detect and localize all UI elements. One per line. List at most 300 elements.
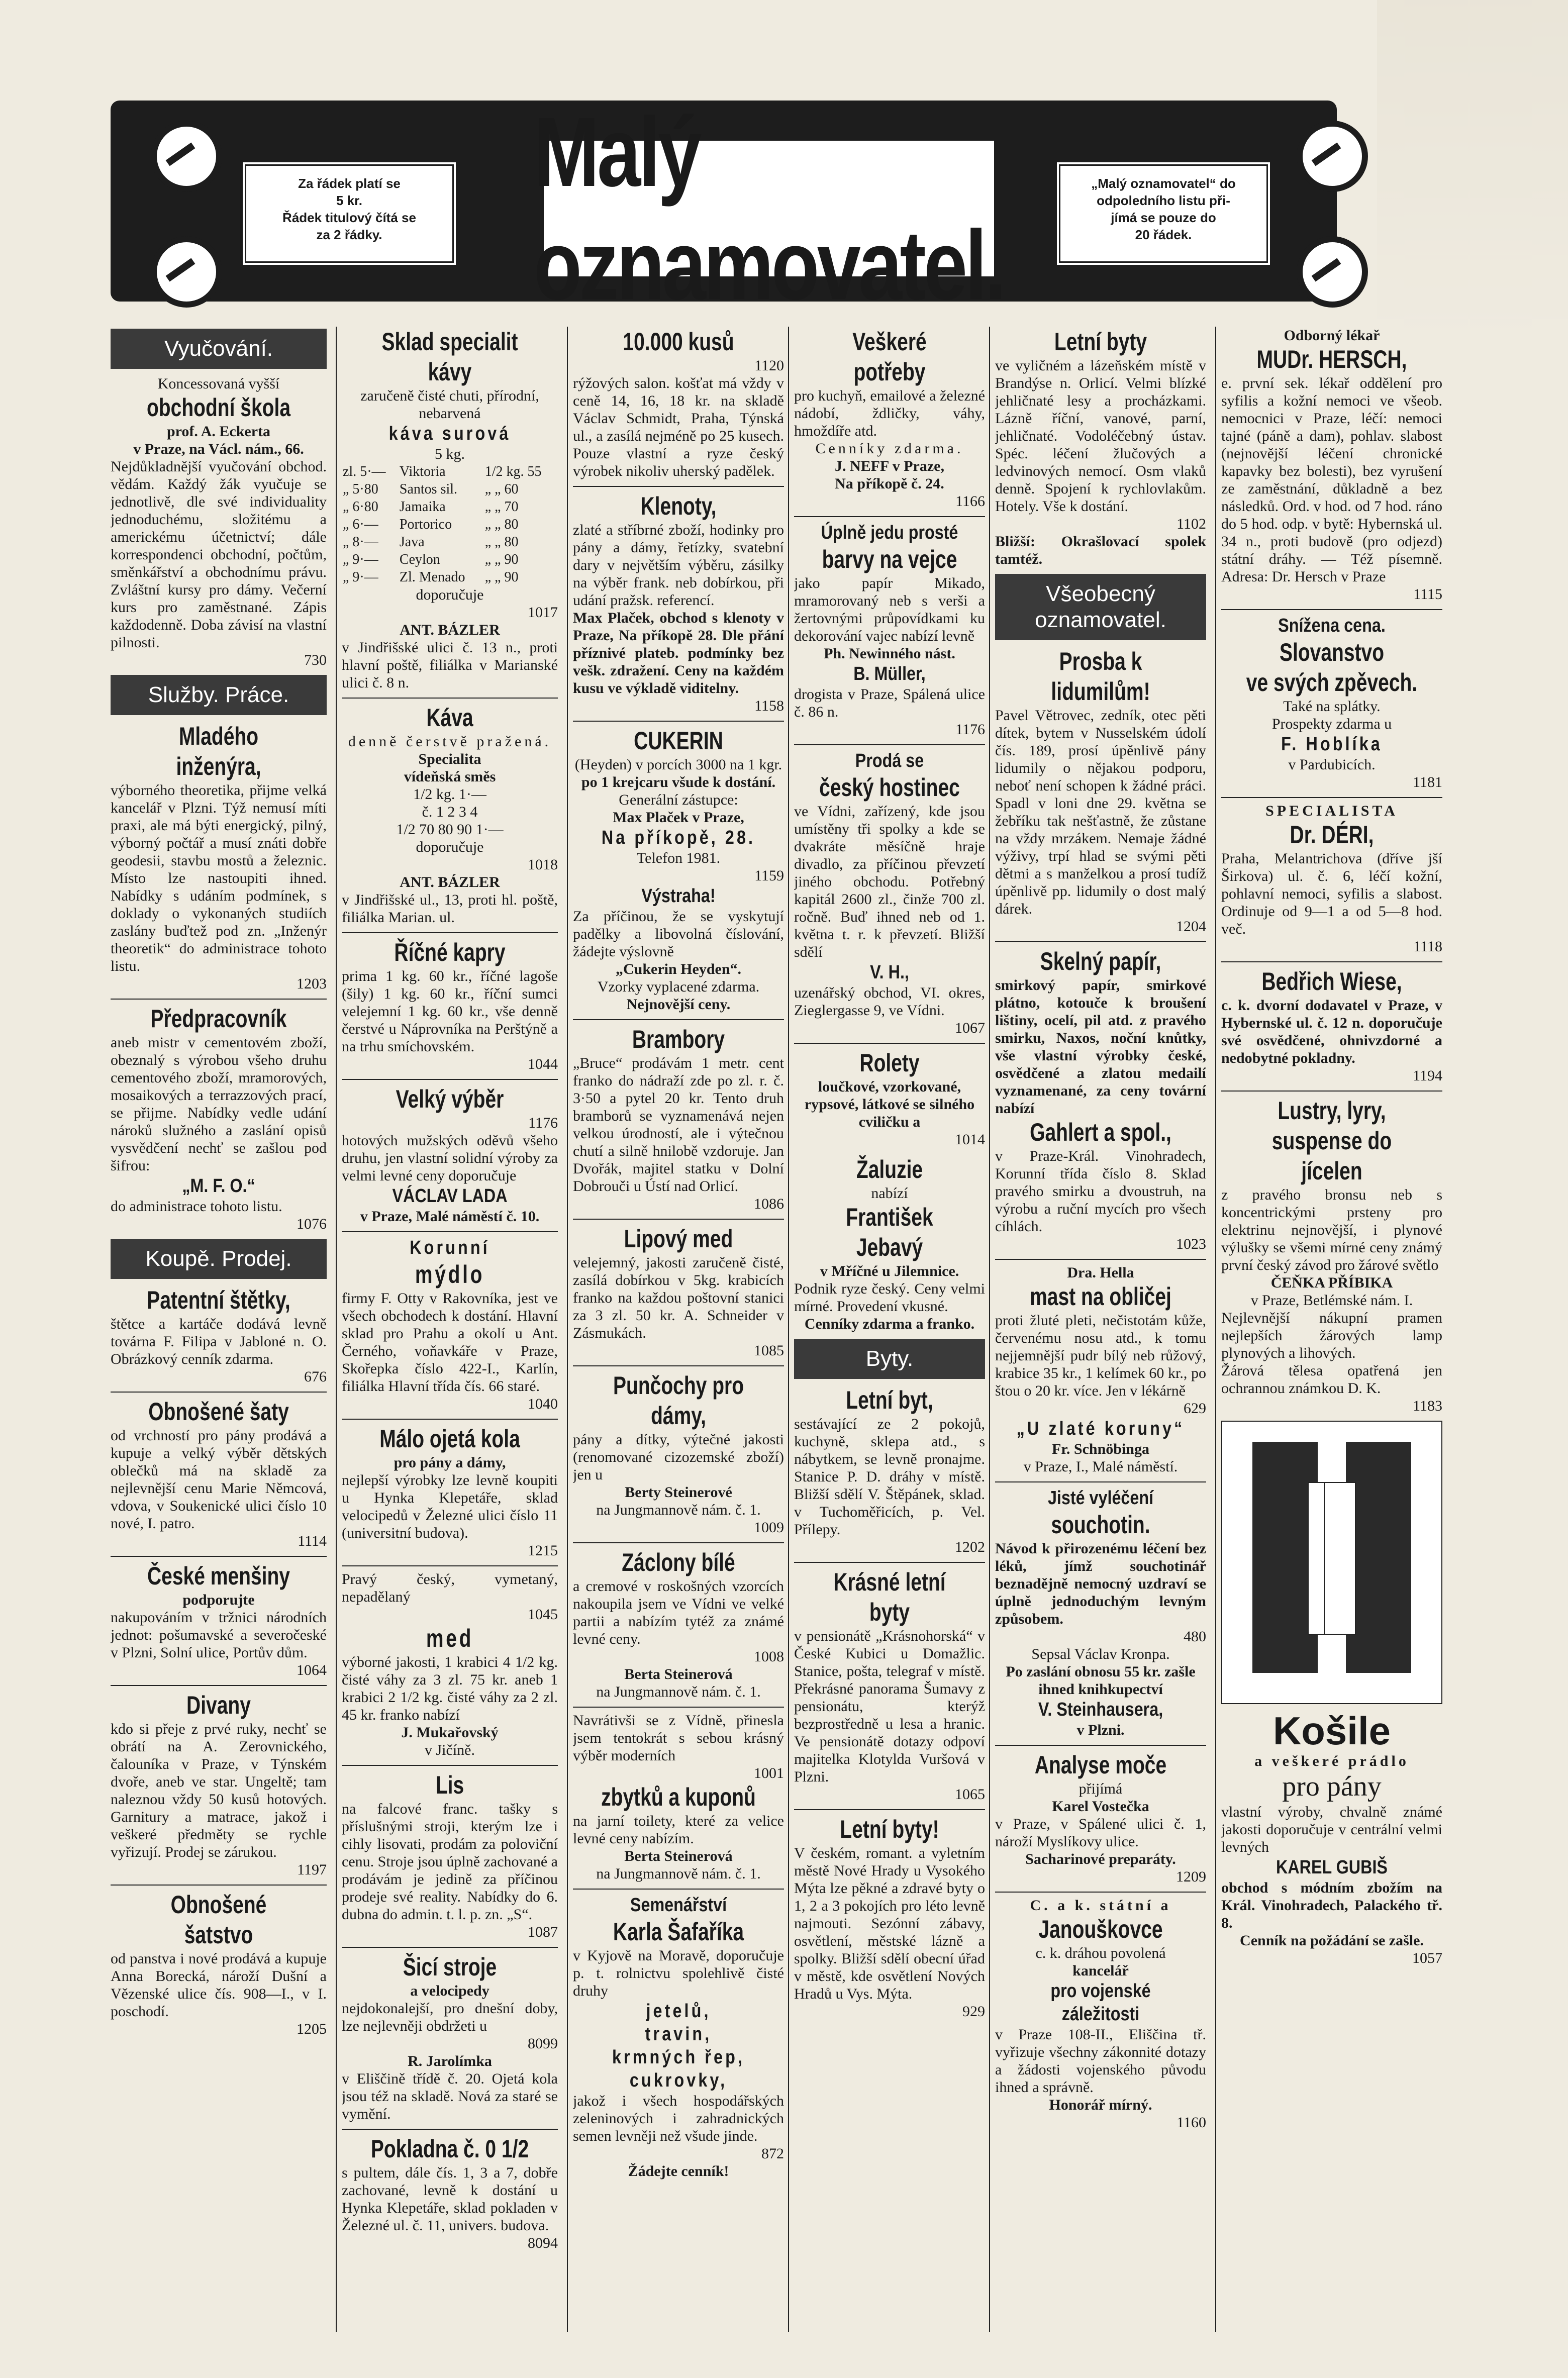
column-3 bbox=[573, 327, 784, 2332]
ad-number: 1023 bbox=[1176, 1236, 1206, 1252]
ad-sici-stroje bbox=[342, 1952, 558, 2123]
ad-body: výborného theoretika, přijme velká kancelář v Plzni. Týž nemusí míti praxi, ale má býti energický, pilný, výborný počtář a musí znáti dobře geodesii, stavbu mostů a železnic. Místo lze nastoupiti ihned. Nabídky s udáním podmínek, s doklady o vykonaných studiích zaslány buďtež pod zn. „Inženýr theoretik“ do administrace tohoto listu. bbox=[111, 782, 327, 974]
ad-subheadline: B. Müller, bbox=[853, 663, 926, 684]
ad-headline: Lis bbox=[435, 1771, 464, 1799]
ad-separator bbox=[573, 486, 784, 487]
ad-line: R. Jarolímka bbox=[408, 2053, 492, 2069]
ad-headline: český hostinec bbox=[819, 773, 960, 802]
ad-headline: Košile bbox=[1272, 1709, 1391, 1753]
ad-number: 1197 bbox=[297, 1861, 327, 1878]
ad-kapry bbox=[342, 937, 558, 1073]
ad-deri bbox=[1221, 802, 1442, 955]
ad-body: v Jindřišské ul., 13, proti hl. poště, filiálka Marian. ul. bbox=[342, 891, 558, 926]
ad-line: 1/2 70 80 90 1·— bbox=[396, 821, 504, 838]
ad-headline: med bbox=[426, 1624, 474, 1652]
ad-line: Sepsal Václav Kronpa. bbox=[1031, 1646, 1170, 1662]
ad-body: štětce a kartáče dodává levně továrna F. Filipa v Jabloné n. O. Obrázkový cenník zdarma. bbox=[111, 1316, 327, 1367]
table-cell: „ „ 80 bbox=[484, 517, 519, 532]
ad-subheadline: Korunní bbox=[410, 1237, 490, 1258]
banner-left-line: 5 kr. bbox=[336, 193, 363, 208]
table-cell: „ „ 90 bbox=[484, 569, 519, 585]
ad-number: 1114 bbox=[298, 1533, 327, 1549]
ad-number: 1045 bbox=[528, 1606, 558, 1623]
category-header: Všeobecný oznamovatel. bbox=[995, 574, 1206, 640]
ad-line: C. a k. státní a bbox=[1030, 1897, 1171, 1914]
ad-separator bbox=[573, 1019, 784, 1020]
ad-subheadline: Semenářství bbox=[630, 1895, 727, 1916]
banner-left-line: za 2 řádky. bbox=[316, 227, 382, 242]
ad-separator bbox=[1221, 797, 1442, 798]
ad-separator bbox=[111, 1556, 327, 1557]
ad-headline: MUDr. HERSCH, bbox=[1256, 345, 1407, 373]
ad-line: na Jungmannově nám. č. 1. bbox=[596, 1865, 761, 1882]
ad-line: denně čerstvě pražená. bbox=[348, 733, 552, 750]
ad-subheadline: Úplně jedu prosté bbox=[821, 522, 958, 543]
ad-subheadline: káva surová bbox=[388, 423, 511, 444]
ad-line: č. 1 2 3 4 bbox=[422, 804, 478, 820]
column-5 bbox=[995, 327, 1206, 2332]
ad-headline: Říčné kapry bbox=[394, 938, 506, 966]
ad-headline: Letní byty bbox=[1054, 328, 1147, 356]
ad-body: Praha, Melantrichova (dříve jší Širkova) ul. č. 6, léčí kožní, pohlavní nemoci, syfilis a slabost. Ordinuje od 9—1 a od 5—8 hod. več. bbox=[1221, 850, 1442, 937]
ad-number: 1001 bbox=[754, 1765, 784, 1781]
ad-body: v Praze, v Spálené ulici č. 1, nároží Myslíkovy ulice. bbox=[995, 1816, 1206, 1850]
ad-klenoty bbox=[573, 491, 784, 715]
ad-zbytky bbox=[573, 1712, 784, 1882]
banner-left-box bbox=[241, 161, 457, 266]
ad-line: Ph. Newinného nást. bbox=[824, 645, 955, 662]
ad-body: Pravý český, vymetaný, nepadělaný bbox=[342, 1571, 558, 1605]
ad-number: 1064 bbox=[297, 1662, 327, 1678]
ad-body: Max Plaček, obchod s klenoty v Praze, Na příkopě 28. Dle přání příznivé plateb. podmínky bez vešk. zdražení. Ceny na každém kusu ve výkladě viditelny. bbox=[573, 610, 784, 697]
ad-number: 1044 bbox=[528, 1056, 558, 1072]
ad-puncochy bbox=[573, 1370, 784, 1536]
ad-headline: Divany bbox=[186, 1691, 251, 1719]
ad-separator bbox=[794, 516, 985, 517]
ad-headline: Mladého inženýra, bbox=[176, 722, 261, 780]
ad-subheadline: „U zlaté koruny“ bbox=[1016, 1418, 1185, 1439]
ad-line: Prospekty zdarma u bbox=[1271, 716, 1392, 732]
ad-headline: Velký výběr bbox=[396, 1085, 504, 1113]
ad-divany bbox=[111, 1690, 327, 1878]
ad-body: nejlepší výrobky lze levně koupiti u Hynka Klepetáře, sklad velocipedů v Železné ulici číslo 11 (universitní budova). bbox=[342, 1472, 558, 1541]
ad-separator bbox=[573, 1889, 784, 1890]
banner-right-line: „Malý oznamovatel“ do bbox=[1091, 176, 1236, 191]
ad-stetky bbox=[111, 1285, 327, 1385]
ad-number: 8099 bbox=[528, 2035, 558, 2052]
ad-lustry bbox=[1221, 1096, 1442, 1415]
ad-number: 1057 bbox=[1412, 1950, 1442, 1966]
ad-body: z pravého bronsu neb s koncentrickými prsteny pro elektrinu nejnovější, i plynové výlušky se všemi mírné ceny známý první český závod pro žárové světlo bbox=[1221, 1186, 1442, 1273]
ad-line: J. Mukařovský bbox=[401, 1724, 499, 1741]
rivet-icon bbox=[1297, 236, 1368, 308]
ad-headline: Letní byty! bbox=[840, 1815, 939, 1843]
ad-subheadline: Jisté vyléčení bbox=[1047, 1488, 1154, 1509]
ad-line: v Jičíně. bbox=[425, 1742, 475, 1758]
ad-number: 8094 bbox=[528, 2235, 558, 2251]
ad-brambory bbox=[573, 1024, 784, 1213]
ad-body: v Eliščině třídě č. 20. Ojetá kola jsou též na skladě. Nová za staré se vymění. bbox=[342, 2070, 558, 2122]
ad-number: 1040 bbox=[528, 1396, 558, 1412]
ad-body: jakož i všech hospodářských zeleninových i zahradnických semen levněji než všude jinde. bbox=[573, 2093, 784, 2144]
banner-left-line: Řádek titulový čítá se bbox=[282, 210, 416, 225]
ad-number: 1120 bbox=[754, 357, 784, 374]
ad-wiese bbox=[1221, 966, 1442, 1084]
banner-title: Malý oznamovatel. bbox=[534, 97, 1004, 320]
ad-line: zaručeně čisté chuti, přírodní, nebarvená bbox=[360, 387, 539, 422]
ad-body: aneb mistr v cementovém zboží, obeznalý s výrobou všeho druhu cementového zboží, mramorových, mosaikových a terrazzových prací, se přijme. Nabídky vedle udání nároků služného a zaslání opisů vysvědčení nechť se zašlou pod šifrou: bbox=[111, 1034, 327, 1174]
ad-body: drogista v Praze, Spálená ulice č. 86 n. bbox=[794, 686, 985, 720]
ad-separator bbox=[794, 1562, 985, 1563]
ad-number: 1166 bbox=[955, 493, 985, 510]
ad-separator bbox=[342, 1079, 558, 1080]
ad-headline: Bedřich Wiese, bbox=[1261, 967, 1402, 996]
ad-body: proti žluté pleti, nečistotám kůže, červenému nosu atd., k tomu nejjemnější pudr bílý neb růžový, krabice 35 kr., 1 kelímek 60 kr., po štou o 20 kr. více. Jen v lékárně bbox=[995, 1312, 1206, 1399]
ad-subheadline: Prodá se bbox=[855, 750, 924, 771]
ad-number: 676 bbox=[304, 1368, 327, 1385]
ad-subheadline: Výstraha! bbox=[641, 885, 716, 907]
ad-number: 1194 bbox=[1413, 1067, 1442, 1084]
ad-kava bbox=[342, 327, 558, 691]
ad-line: doporučuje bbox=[416, 586, 484, 603]
ad-body: ve vyličném a lázeňském místě v Brandýse n. Orlicí. Velmi blízké jehličnaté lesy a procházkami. Lázně říční, vanové, parní, jehličnaté. Vodoléčebný ústav. Spéc. léčení žlučových a ledvinových nemocí. Osm vlaků denně. Spojení k rychlovlakům. Hotely. Vše k dostání. bbox=[995, 357, 1206, 515]
ad-body: v Praze 108-II., Eliščina tř. vyřizuje všechny zákonnité dotazy a žádosti vojenského původu ihned a správně. bbox=[995, 2026, 1206, 2096]
ad-line: přijímá bbox=[1079, 1780, 1123, 1797]
shirt-collar-icon bbox=[1324, 1482, 1356, 1635]
ad-kosile bbox=[1221, 1709, 1442, 1967]
ad-line: kancelář bbox=[1072, 1962, 1129, 1979]
rivet-icon bbox=[151, 236, 222, 308]
ad-headline: Obnošené šaty bbox=[148, 1398, 289, 1426]
ad-line: 5 kg. bbox=[435, 446, 465, 462]
ad-number: 1215 bbox=[528, 1542, 558, 1559]
ad-obnosene-satstvo bbox=[111, 1890, 327, 2038]
ad-line: J. NEFF v Praze, bbox=[835, 458, 944, 474]
ad-number: 1067 bbox=[955, 1020, 985, 1036]
ad-line: Berta Steinerová bbox=[624, 1848, 733, 1864]
table-row bbox=[342, 533, 558, 551]
ad-subheadline: jetelů, bbox=[646, 2001, 711, 2022]
ad-line: ANT. BÁZLER bbox=[400, 874, 500, 890]
ad-body: Nejdůkladnější vyučování obchod. vědám. Každý žák vyučuje se jednotlivě, dle své individuality jednoduchému, složitému a americkému účetnictví; dále korrespondenci obchodní, počtům, směnkářství a obchodnímu právu. Zvláštní kursy pro dámy. Večerní kurs pro zaměstnané. Zápis každodenně. Doba závisí na vlastní pilnosti. bbox=[111, 458, 327, 651]
table-cell: Ceylon bbox=[399, 552, 440, 567]
table-cell: zl. 5·— bbox=[343, 464, 386, 479]
ad-body: smirkový papír, smirkové plátno, kotouče k broušení lištiny, ocelí, pil atd. z pravého smirku, Naxos, noční knůtky, vše vlastní výrobky české, osvědčené a zlatou medailí vyznamenané, za ceny tovární nabízí bbox=[995, 977, 1206, 1117]
ad-body: V českém, romant. a vyletním městě Nové Hrady u Vysokého Mýta lze pěkné a zdravé byty o 1, 2 a 3 pokojích pro léto levně najmouti. Sezónní zábavy, osvětlení, městské lázně a spolky. Bližší sdělí obecní úřad v městě, kde osvětlení Nových Hradů u Vys. Mýta. bbox=[794, 1845, 985, 2002]
column-6 bbox=[1221, 327, 1442, 2332]
ad-separator bbox=[995, 1481, 1206, 1482]
ad-separator bbox=[342, 698, 558, 699]
ad-separator bbox=[794, 744, 985, 745]
ad-headline: Brambory bbox=[632, 1025, 725, 1053]
ad-headline: CUKERIN bbox=[634, 727, 723, 755]
ad-number: 1181 bbox=[1413, 774, 1442, 790]
ad-headline: Lipový med bbox=[624, 1225, 733, 1253]
ad-line: Odborný lékař bbox=[1284, 327, 1380, 344]
ad-number: 929 bbox=[962, 2003, 985, 2020]
ad-kostata bbox=[573, 327, 784, 480]
ad-souchotiny bbox=[995, 1487, 1206, 1739]
ad-body: v Kyjově na Moravě, doporučuje p. t. rolnictvu spolehlivě čisté druhy bbox=[573, 1947, 784, 1999]
ad-skelny-papir bbox=[995, 946, 1206, 1253]
ad-lipovy-med bbox=[573, 1224, 784, 1359]
ad-number: 1202 bbox=[955, 1539, 985, 1555]
ad-separator bbox=[342, 2129, 558, 2130]
ad-subheadline: pro pány bbox=[1282, 1771, 1382, 1802]
ad-body: e. první sek. lékař oddělení pro syfilis a kožní nemoci ve všeob. nemocnici v Praze, léčí: nemoci tajné (páně a dam), pohlav. slabost (nejnovější léčení chronické kapavky bez bolesti), bez vyrušení ze zaměstnání, důkladně a bez následků. Ord. v hod. od 7 hod. ráno do 5 hod. odp. v bytě: Hybernská ul. 34 n., proti budově (pro odjezd) státní dráhy. — Též písemně. Adresa: Dr. Hersch v Praze bbox=[1221, 375, 1442, 585]
column-2 bbox=[342, 327, 558, 2332]
ad-headline: Punčochy pro dámy, bbox=[613, 1371, 744, 1430]
ad-line: v Praze, na Václ. nám., 66. bbox=[133, 441, 304, 457]
ad-separator bbox=[342, 1231, 558, 1232]
ad-separator bbox=[573, 1365, 784, 1366]
ad-separator bbox=[111, 999, 327, 1000]
ad-kola bbox=[342, 1424, 558, 1559]
table-cell: „ „ 90 bbox=[484, 552, 519, 567]
ad-number: 1158 bbox=[754, 698, 784, 714]
table-row bbox=[342, 551, 558, 568]
ad-body: zlaté a stříbrné zboží, hodinky pro pány a dámy, řetízky, svatební dary v největším výběru, zásilky na výběr frank. neb dobírkou, při udání pražsk. referencí. bbox=[573, 522, 784, 609]
ad-number: 1203 bbox=[297, 975, 327, 992]
ad-separator bbox=[573, 1542, 784, 1543]
banner-right-box bbox=[1055, 161, 1271, 266]
ad-number: 1009 bbox=[754, 1519, 784, 1536]
ad-zaluzie bbox=[794, 1154, 985, 1333]
banner-right-line: 20 řádek. bbox=[1135, 227, 1192, 242]
ad-headline: Lustry, lyry, bbox=[1278, 1097, 1386, 1125]
table-cell: „ 9·— bbox=[343, 552, 378, 567]
ad-hersch bbox=[1221, 327, 1442, 603]
category-header: Koupě. Prodej. bbox=[111, 1239, 327, 1279]
ad-semenarstvi bbox=[573, 1894, 784, 2180]
ad-headline: České menšiny bbox=[147, 1562, 290, 1590]
ad-body: v Jindřišské ulici č. 13 n., proti hlavní poště, filiálka v Marianské ulici č. 8 n. bbox=[342, 639, 558, 691]
ad-obnosene-saty bbox=[111, 1397, 327, 1550]
banner-right-line: jímá se pouze do bbox=[1111, 210, 1216, 225]
ad-line: v Praze, Betlémské nám. I. bbox=[1250, 1292, 1413, 1309]
ad-separator bbox=[342, 1419, 558, 1420]
ad-subheadline: F. Hoblíka bbox=[1281, 734, 1383, 755]
ad-separator bbox=[573, 1219, 784, 1220]
ad-number: 1085 bbox=[754, 1342, 784, 1359]
ad-body: rýžových salon. košťat má vždy v ceně 14, 16, 18 kr. na skladě Václav Schmidt, Praha, Týnská ul., a zasílá nejméně po 25 kusech. Pouze vlastní a ryze český výrobek nikoliv uherský padělek. bbox=[573, 375, 784, 479]
ad-number: 1159 bbox=[754, 867, 784, 884]
ad-line: (Heyden) v porcích 3000 na 1 kgr. bbox=[574, 756, 782, 773]
ad-line: Cenník na požádání se zašle. bbox=[1240, 1932, 1424, 1949]
table-cell: „ „ 80 bbox=[484, 534, 519, 550]
ad-letni-byty-brandys bbox=[995, 327, 1206, 568]
ad-body: jako papír Mikado, mramorovaný neb s verši a žertovnými průpovídkami ku dekorování vajec nabízí levně bbox=[794, 575, 985, 644]
ad-body: pro kuchyň, emailové a železné nádobí, ždličky, váhy, hmoždíře atd. bbox=[794, 387, 985, 439]
ad-headline: Obnošené šatstvo bbox=[170, 1891, 267, 1949]
ad-separator bbox=[995, 1892, 1206, 1893]
ad-headline: Dr. DÉRI, bbox=[1290, 821, 1374, 849]
table-cell: „ „ 70 bbox=[484, 499, 519, 515]
ad-body: na jarní toilety, které za velice levné ceny nabízím. bbox=[573, 1813, 784, 1847]
ad-headline: barvy na vejce bbox=[822, 545, 957, 573]
ad-headline: Janouškovce bbox=[1038, 1915, 1163, 1943]
ad-separator bbox=[573, 1707, 784, 1708]
ad-krasne-byty bbox=[794, 1567, 985, 1803]
ad-line: Nejnovější ceny. bbox=[626, 996, 731, 1013]
ad-separator bbox=[342, 1765, 558, 1766]
ad-obchodni-skola bbox=[111, 375, 327, 669]
ad-subheadline: V. H., bbox=[870, 962, 909, 983]
ad-headline: Letní byt, bbox=[846, 1386, 933, 1414]
ad-headline: Karla Šafaříka bbox=[613, 1918, 744, 1946]
ad-headline: ve svých zpěvech. bbox=[1246, 668, 1418, 697]
ad-body: a cremové v roskošných vzorcích nakoupila jsem ve Vídni ve velké partii a nabízím tytéž za známé levné ceny. bbox=[573, 1578, 784, 1647]
ad-line: pro pány a dámy, bbox=[394, 1454, 506, 1471]
ad-subheadline: Na příkopě, 28. bbox=[601, 827, 756, 848]
ad-headline: Šicí stroje bbox=[403, 1953, 497, 1981]
table-row bbox=[342, 498, 558, 516]
ad-number: 1183 bbox=[1413, 1398, 1442, 1414]
ad-line: Berta Steinerová bbox=[624, 1666, 733, 1682]
ad-line: prof. A. Eckerta bbox=[166, 423, 271, 440]
shirt-illustration bbox=[1221, 1421, 1442, 1704]
ad-line: v Mříčné u Jilemnice. bbox=[820, 1263, 959, 1279]
ad-barvy bbox=[794, 521, 985, 738]
table-cell: „ „ 60 bbox=[484, 481, 519, 497]
ad-body: „Bruce“ prodávám 1 metr. cent franko do nádraží zde po zl. r. č. 3·50 a pytel 20 kr. Tento druh bramborů se vyznamenává nejen velkou úrodností, ale i výtečnou chutí a silně hnilobě vzdoruje. Jan Dvořák, majitel statku v Dolní Dobrouči u Ústí nad Orlicí. bbox=[573, 1055, 784, 1195]
ad-line: ČEŇKA PŘÍBIKA bbox=[1270, 1274, 1393, 1291]
ad-headline: Málo ojetá kola bbox=[379, 1425, 520, 1453]
ad-line: SPECIALISTA bbox=[1265, 803, 1398, 819]
ad-line: Berty Steinerové bbox=[625, 1484, 732, 1501]
ad-number: 1160 bbox=[1177, 2114, 1206, 2131]
rivet-icon bbox=[151, 121, 222, 192]
ad-body: v Praze-Král. Vinohradech, Korunní třída číslo 8. Sklad pravého smirku a dvoustruh, na výrobu a ruční mycích pro všech cíhlách. bbox=[995, 1148, 1206, 1235]
ad-line: Specialita bbox=[418, 751, 481, 767]
ad-separator bbox=[995, 1259, 1206, 1260]
ad-headline: suspense do jícelen bbox=[1271, 1127, 1392, 1185]
ad-headline: zbytků a kuponů bbox=[601, 1783, 756, 1811]
ad-separator bbox=[995, 1745, 1206, 1746]
ad-line: nabízí bbox=[871, 1185, 908, 1202]
table-cell: „ 8·— bbox=[343, 534, 378, 550]
ad-separator bbox=[1221, 1091, 1442, 1092]
ad-line: na Jungmannově nám. č. 1. bbox=[596, 1683, 761, 1700]
ad-cukerin bbox=[573, 726, 784, 1013]
ad-separator bbox=[111, 1885, 327, 1886]
ad-separator bbox=[342, 932, 558, 933]
ad-korunni-mydlo bbox=[342, 1236, 558, 1413]
ad-line: podporujte bbox=[182, 1592, 255, 1608]
ad-number: 1102 bbox=[1177, 516, 1206, 532]
ad-janouskovec bbox=[995, 1897, 1206, 2131]
table-cell: Zl. Menado bbox=[399, 569, 465, 585]
ad-prosba bbox=[995, 646, 1206, 935]
ad-velky-vyber bbox=[342, 1084, 558, 1225]
ad-headline: mast na obličej bbox=[1030, 1282, 1171, 1311]
ad-separator bbox=[794, 1043, 985, 1044]
bleed-through-area bbox=[1377, 0, 1568, 342]
ad-number: 1065 bbox=[955, 1786, 985, 1803]
table-row bbox=[342, 568, 558, 586]
ad-headline: Veškeré potřeby bbox=[852, 328, 927, 386]
ad-line: Generální zástupce: bbox=[619, 791, 738, 808]
ad-body: pány a dítky, výtečné jakosti (renomované cizozemské zboží) jen u bbox=[573, 1431, 784, 1483]
ad-body: Bližší: Okrašlovací spolek tamtéž. bbox=[995, 533, 1206, 567]
ad-number: 1018 bbox=[528, 856, 558, 873]
ad-body: na falcové franc. tašky s příslušnými stroji, kterým lze i cihly lisovati, prodám za poloviční cenu. Stroje jsou úplně zachované a prodávám je jedině za příčinou prodeje své reality. Nabídky do 6. dubna do admin. t. l. p. zn. „S“. bbox=[342, 1801, 558, 1923]
ad-number: 1014 bbox=[955, 1131, 985, 1148]
table-cell: „ 6·— bbox=[343, 517, 378, 532]
ad-line: Honorář mírný. bbox=[1049, 2097, 1152, 2113]
ad-line: Koncessovaná vyšší bbox=[157, 375, 280, 392]
ad-line: Také na splátky. bbox=[1283, 698, 1381, 715]
ad-ceske-mensiny bbox=[111, 1561, 327, 1679]
ad-line: „Cukerin Heyden“. bbox=[615, 961, 742, 977]
ad-body: kdo si přeje z prvé ruky, nechť se obrátí na A. Zerovnického, čalouníka v Praze, v Týnském dvoře, aneb ve star. Ungeltě; tam naleznou vždy 50 kusů hotových. Garnitury a matrace, jakož i veškeré předměty se rychle vyřizují. Prodej se zárukou. bbox=[111, 1721, 327, 1860]
ad-line: po 1 krejcaru všude k dostání. bbox=[581, 774, 776, 790]
ad-line: ANT. BÁZLER bbox=[400, 622, 500, 638]
ad-number: 1209 bbox=[1176, 1868, 1206, 1885]
ad-separator bbox=[995, 941, 1206, 942]
ad-subheadline: V. Steinhausera, bbox=[1038, 1699, 1163, 1720]
banner-left-line: Za řádek platí se bbox=[298, 176, 401, 191]
ad-hostinec bbox=[794, 749, 985, 1037]
ad-body: hotových mužských oděvů všeho druhu, jen vlastní solidní výroby za velmi levné ceny doporučuje bbox=[342, 1132, 558, 1184]
category-header: Vyučování. bbox=[111, 329, 327, 369]
ad-number: 1176 bbox=[528, 1115, 558, 1131]
ad-headline: 10.000 kusů bbox=[623, 328, 734, 356]
ad-mast bbox=[995, 1264, 1206, 1475]
ad-number: 730 bbox=[304, 652, 327, 668]
ad-body: od vrchností pro pány prodává a kupuje a velký výběr dětských oblečků má na skladě za nejlevnější cenu Marie Němcová, vdova, v Soukenické ulici číslo 10 nové, I. patro. bbox=[111, 1427, 327, 1532]
table-cell: 1/2 kg. 55 bbox=[484, 464, 542, 479]
ad-headline: Analyse moče bbox=[1034, 1751, 1167, 1779]
ad-line: loučkové, vzorkované, rypsové, látkové se silného cviličku a bbox=[804, 1078, 975, 1130]
ad-line: Sacharinové preparáty. bbox=[1025, 1851, 1176, 1867]
ad-line: Karel Vostečka bbox=[1052, 1798, 1149, 1815]
ad-pokladna bbox=[342, 2134, 558, 2252]
ad-number: 1017 bbox=[528, 604, 558, 621]
rivet-icon bbox=[1297, 121, 1368, 192]
ad-number: 1008 bbox=[754, 1648, 784, 1665]
ad-headline: mýdlo bbox=[415, 1260, 485, 1289]
ad-separator bbox=[1221, 609, 1442, 610]
ad-subheadline: travin, bbox=[645, 2024, 712, 2045]
ad-body: ve Vídni, zařízený, kde jsou umístěny tři spolky a kde se dvakráte měsíčně hraje divadlo, za příčinou převzetí jiného obchodu. Potřebný kapitál 2600 zl., činže 700 zl. ročně. Buď ihned neb od 1. května t. r. k převzetí. Bližší sdělí bbox=[794, 803, 985, 960]
ad-headline: Předpracovník bbox=[150, 1005, 287, 1033]
ad-body: v pensionátě „Krásnohorská“ v České Kubici u Domažlic. Stanice, pošta, telegraf v místě. Překrásné panorama Šumavy z pensionátu, kterýž bezprostředně u lesa a hranic. Ve pensionátě dotazy odpoví majitelka Klotylda Vuršová v Plzni. bbox=[794, 1628, 985, 1785]
ad-potreby bbox=[794, 327, 985, 510]
ad-body: výborné jakosti, 1 krabici 4 1/2 kg. čisté váhy za 3 zl. 75 kr. aneb 1 krabici 2 1/2 kg. čisté váhy za 2 zl. 45 kr. franko nabízí bbox=[342, 1654, 558, 1723]
ad-lis bbox=[342, 1770, 558, 1941]
table-row bbox=[342, 480, 558, 498]
ad-line: v Plzni. bbox=[1076, 1722, 1125, 1738]
banner-right-line: odpoledního listu při- bbox=[1097, 193, 1230, 208]
ad-line: doporučuje bbox=[416, 839, 484, 855]
ad-columns bbox=[111, 327, 1498, 2332]
ad-body: sestávající ze 2 pokojů, kuchyně, sklepa atd., s nábytkem, se levně pronajme. Stanice P. D. dráhy v místě. Bližší sdělí V. Štěpánek, sklad. v Tuchoměřicích, p. Vel. Přílepy. bbox=[794, 1416, 985, 1538]
category-header: Byty. bbox=[794, 1339, 985, 1379]
ad-subheadline: cukrovky, bbox=[629, 2070, 728, 2091]
ad-body: Za příčinou, že se vyskytují padělky a libovolná číslování, žádejte výslovně bbox=[573, 908, 784, 960]
ad-letni-byty-nove-hrady bbox=[794, 1814, 985, 2020]
ad-inzenyr bbox=[111, 721, 327, 993]
ad-body: Navrátivši se z Vídně, přinesla jsem tentokrát s sebou krásný výběr moderních bbox=[573, 1712, 784, 1764]
ad-line: Na příkopě č. 24. bbox=[835, 475, 944, 492]
ad-line: Dra. Hella bbox=[1067, 1264, 1134, 1281]
ad-subheadline: pro vojenské záležitosti bbox=[1050, 1980, 1151, 2025]
ad-line: v Pardubicích. bbox=[1288, 756, 1376, 773]
ad-body: Podnik ryze český. Ceny velmi mírné. Provedení vkusné. bbox=[794, 1280, 985, 1315]
ad-letni-byt bbox=[794, 1385, 985, 1556]
ad-number: 1086 bbox=[754, 1196, 784, 1212]
